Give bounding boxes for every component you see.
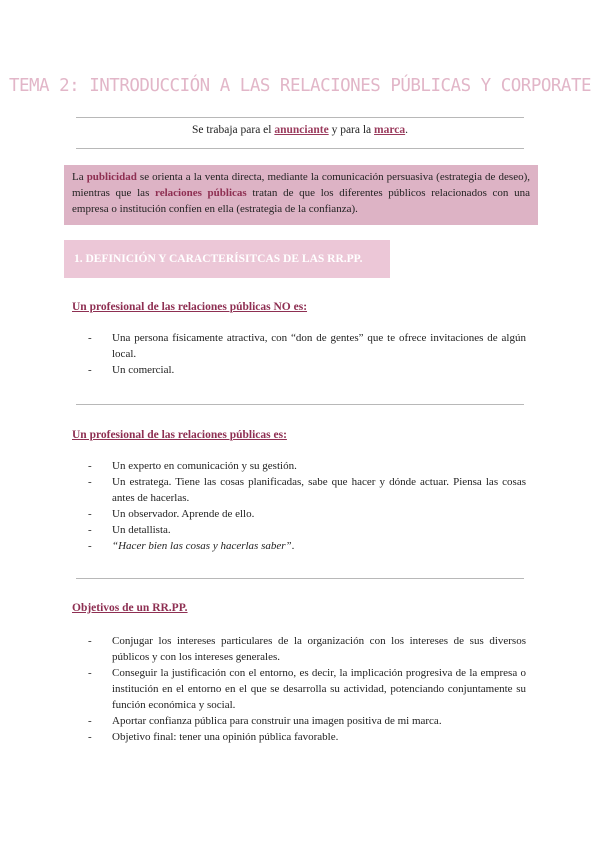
intro-term-anunciante: anunciante: [274, 124, 329, 136]
page-title: TEMA 2: INTRODUCCIÓN A LAS RELACIONES PÚBLICAS Y CORPORATE: [8, 76, 592, 96]
intro-prefix: Se trabaja para el: [191, 124, 275, 136]
intro-suffix: .: [405, 124, 408, 136]
not-is-list: [88, 330, 526, 378]
objectives-list: [88, 633, 526, 745]
list-item: - Un comercial.: [88, 362, 526, 378]
intro-line: [0, 124, 600, 136]
intro-term-marca: marca: [374, 124, 406, 136]
divider: [76, 148, 524, 149]
highlight-box: [64, 165, 538, 225]
list-item: - Objetivo final: tener una opinión pública favorable.: [88, 729, 526, 745]
section-title: 1. DEFINICIÓN Y CARACTERÍSITCAS DE LAS RR.PP.: [74, 253, 363, 265]
list-item: - Una persona físicamente atractiva, con “don de gentes” que te ofrece invitaciones de algún local.: [88, 330, 526, 362]
highlight-text: La: [72, 171, 87, 183]
list-item: - Conjugar los intereses particulares de la organización con los intereses de sus diversos públicos y con los intereses generales.: [88, 633, 526, 665]
not-is-heading: Un profesional de las relaciones públicas NO es:: [72, 301, 308, 313]
highlight-term-publicidad: publicidad: [86, 171, 137, 183]
list-item: - Un detallista.: [88, 522, 526, 538]
intro-middle: y para la: [328, 124, 375, 136]
objectives-heading: Objetivos de un RR.PP.: [72, 602, 188, 614]
motto-end: .: [291, 540, 295, 552]
list-item: - Un observador. Aprende de ello.: [88, 506, 526, 522]
list-item: [88, 538, 526, 554]
divider: [76, 404, 524, 405]
highlight-text: tratan de que los diferentes públicos relacionados con una empresa o institución confíen en ella (estrategia de la confianza).: [72, 187, 530, 215]
is-list: [88, 458, 526, 554]
highlight-text: se orienta a la venta directa, mediante la comunicación persuasiva (estrategia de deseo), mientras que las: [72, 171, 530, 199]
list-item: - Un estratega. Tiene las cosas planificadas, sabe que hacer y dónde actuar. Piensa las cosas antes de hacerlas.: [88, 474, 526, 506]
highlight-term-relaciones: relaciones públicas: [155, 187, 247, 199]
list-item: - Un experto en comunicación y su gestión.: [88, 458, 526, 474]
is-heading: Un profesional de las relaciones públicas es:: [72, 429, 287, 441]
divider: [76, 578, 524, 579]
divider: [76, 117, 524, 118]
list-item: - Conseguir la justificación con el entorno, es decir, la implicación progresiva de la empresa o institución en el entorno en el que se desarrolla su actividad, potenciando conjuntamente su función económica y social.: [88, 665, 526, 713]
section-header: [64, 240, 390, 278]
motto-quote: “Hacer bien las cosas y hacerlas saber”: [112, 540, 292, 552]
list-item: - Aportar confianza pública para construir una imagen positiva de mi marca.: [88, 713, 526, 729]
